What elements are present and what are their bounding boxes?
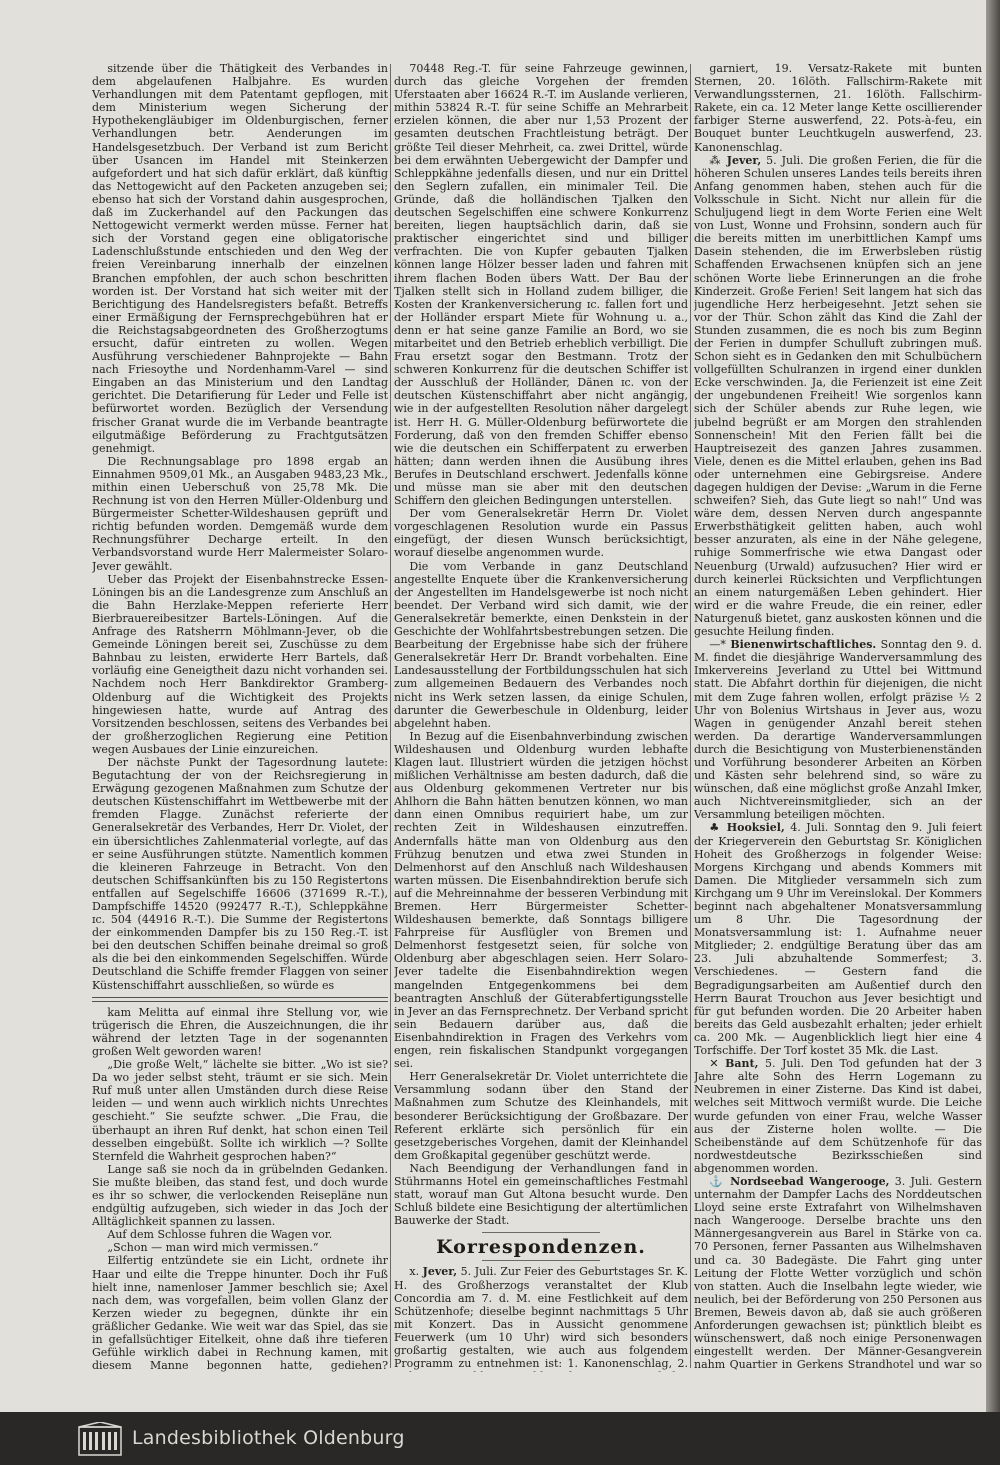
story-paragraph: Auf dem Schlosse fuhren die Wagen vor. bbox=[107, 1228, 333, 1242]
story-paragraph: Eilfertig entzündete sie ein Licht, ordnete ihr Haar und eilte die Treppe hinunter. Doch ihr Fuß hielt inne, namenloser Jammer beschlich sie; Axel nach dem, was vorgefallen, beim vollen Glanz der Kerzen wieder zu begegnen, dünkte ihr ein gräßlicher Gedanke. Wie weit war das Spiel, das sie in gefallsüchtiger Eitelkeit, ohne daß ihre tieferen Gefühle wirklich dabei in Rechnung kamen, mit diesem Manne begonnen hatte, gediehen? bbox=[92, 1254, 388, 1372]
section-rule bbox=[482, 1232, 600, 1233]
news-item-lead: —* bbox=[709, 638, 731, 652]
news-item bbox=[694, 1175, 982, 1372]
news-item-text: garniert, 19. Versatz-Rakete mit bunten Sternen, 20. 16löth. Fallschirm-Rakete mit Verwandlungssternen, 21. 16löth. Fallschirm-Rakete, ein ca. 12 Meter lange Kette oscillierender farbiger Sterne auswerfend, 22. Pots-à-feu, ein Bouquet bunter Leuchtkugeln auswerfend, 23. Kanonenschlag. bbox=[694, 62, 982, 154]
correspondence-entries bbox=[394, 1265, 688, 1372]
report-paragraph: Der nächste Punkt der Tagesordnung lautete: Begutachtung der von der Reichsregierung in Erwägung gezogenen Maßnahmen zum Schutze der deutschen Küstenschiffahrt im Wettbewerbe mit der fremden Flagge. Zunächst referierte der Generalsekretär des Verbandes, Herr Dr. Violet, der ein übersichtliches Zahlenmaterial vorlegte, auf das er seine Ausführungen stützte. Namentlich kommen die kleineren Fahrzeuge in Betracht. Von den deutschen Schiffsankünften bis zu 150 Registertons entfallen auf Segelschiffe 16606 (371699 R.-T.), Dampfschiffe 14520 (992477 R.-T.), Schleppkähne ɪc. 504 (44916 R.-T.). Die Summe der Registertons der einkommenden Dampfer bis zu 150 Reg.-T. ist bei den deutschen Schiffen beinahe dreimal so groß als die bei den einkommenden Segelschiffen. Würde Deutschland die Schiffe fremder Flaggen von seiner Küstenschiffahrt ausschließen, so würde es bbox=[92, 755, 388, 992]
news-item-place: Bienenwirtschaftliches. bbox=[730, 638, 877, 652]
news-item-text: 5. Juli. Zur Feier des Geburtstages Sr. K. H. des Großherzogs veranstaltet der Klub Concordia am 7. d. M. eine Festlichkeit auf dem Schützenhofe; dieselbe beginnt nachmittags 5 Uhr mit Konzert. Das in Aussicht genommene Feuerwerk (um 10 Uhr) wird sich besonders großartig gestalten, wie auch aus folgendem Programm zu entnehmen ist: 1. Kanonenschlag, 2. bbox=[394, 1265, 688, 1371]
story-paragraph: „Die große Welt,“ lächelte sie bitter. „Wo ist sie? Da wo jeder selbst steht, träumt er sie sich. Mein Ruf muß unter allen Umständen durch diese Reise leiden — und wenn auch wirklich nichts Unrechtes geschieht.“ Sie seufzte schwer. „Die Frau, die überhaupt an ihren Ruf denkt, hat schon einen Teil desselben eingebüßt. Sollte ich wirklich —? Sollte Sternfeld die Wahrheit gesprochen haben?“ bbox=[92, 1058, 388, 1163]
feuilleton-story bbox=[92, 1006, 388, 1372]
column-middle bbox=[394, 62, 688, 1372]
report-paragraph: In Bezug auf die Eisenbahnverbindung zwischen Wildeshausen und Oldenburg wurden lebhafte Klagen laut. Illustriert würden die jetzigen höchst mißlichen Verhältnisse am besten dadurch, daß die aus Oldenburg gekommenen Vertreter nur bis Ahlhorn die Bahn hätten benutzen können, wo man dann einen Omnibus requiriert habe, um zur rechten Zeit in Wildeshausen einzutreffen. Andernfalls hätte man von Oldenburg aus den Frühzug benutzen und etwa zwei Stunden in Delmenhorst auf den Anschluß nach Wildeshausen warten müssen. Die Eisenbahndirektion berufe sich auf die Mehreinnahme der besseren Verbindung mit Bremen. Herr Bürgermeister Schetter-Wildeshausen bemerkte, daß Sonntags billigere Fahrpreise für Ausflügler von Bremen und Delmenhorst festgesetzt seien, für solche von Oldenburg aber abgeschlagen seien. Herr Solaro-Jever tadelte die Eisenbahndirektion wegen mangelnden Entgegenkommens bei dem beantragten Anschluß der Güterabfertigungsstelle in Jever an das Fernsprechnetz. Der Verband spricht sein Bedauern darüber aus, daß die Eisenbahndirektion in Fragen des Verkehrs vom engen, rein fiskalischen Standpunkt vorgegangen sei. bbox=[394, 729, 688, 1071]
news-item-lead: ♣ bbox=[709, 821, 727, 835]
report-paragraph: Die vom Verbande in ganz Deutschland angestellte Enquete über die Krankenversicherung der Angestellten im Handelsgewerbe ist noch nicht beendet. Der Verband wird sich damit, wie der Generalsekretär bemerkte, einen Denkstein in der Geschichte der Wohlfahrtsbestrebungen setzen. Die Bearbeitung der Ergebnisse habe sich der frühere Generalsekretär Herr Dr. Brandt vorbehalten. Eine Landesausstellung der Fortbildungsschulen hat sich zum allgemeinen Bedauern des Verbandes noch nicht ins Werk setzen lassen, da einige Schulen, darunter die Gewerbeschule in Oldenburg, leider abgelehnt haben. bbox=[394, 559, 688, 730]
middle-report-paragraphs bbox=[394, 62, 688, 1227]
news-item-text: 4. Juli. Sonntag den 9. Juli feiert der Kriegerverein den Geburtstag Sr. Königlichen Hoheit des Großherzogs in folgender Weise: Morgens Kirchgang und abends Kommers mit Damen. Die Mitglieder versammeln sich zum Kirchgang um 9 Uhr im Vereinslokal. Der Kommers beginnt nach abgehaltener Monatsversammlung um 8 Uhr. Die Tagesordnung der Monatsversammlung ist: 1. Aufnahme neuer Mitglieder; 2. endgültige Beratung über das am 23. Juli abzuhaltende Sommerfest; 3. Verschiedenes. — Gestern fand die Begradigungsarbeiten am Außentief durch den Herrn Baurat Trouchon aus Jever besichtigt und für gut befunden worden. Die 20 Arbeiter haben bereits das Geld ausbezahlt erhalten; jeder erhielt ca. 200 Mk. — Augenblicklich liegt hier eine 4 Torfschiffe. Der Torf kostet 35 Mk. die Last. bbox=[694, 821, 982, 1058]
column-right bbox=[694, 62, 982, 1372]
report-paragraph: 70448 Reg.-T. für seine Fahrzeuge gewinnen, durch das gleiche Vorgehen der fremden Uferstaaten aber 16624 R.-T. im Auslande verlieren, mithin 53824 R.-T. für seine Schiffe an Mehrarbeit erzielen können, die aber nur 1,53 Prozent der gesamten deutschen Frachtleistung beträgt. Der größte Teil dieser Mehrheit, ca. zwei Drittel, würde bei dem erwähnten Uebergewicht der Dampfer und Schleppkähne jedenfalls diesen, und nur ein Drittel den Seglern zufallen, ein minimaler Teil. Die Gründe, daß die holländischen Tjalken den deutschen Segelschiffen eine schwere Konkurrenz bereiten, liegen hauptsächlich darin, daß sie praktischer eingerichtet sind und billiger verfrachten. Die von Kupfer gebauten Tjalken können lange Hölzer besser laden und fahren mit ihrem flachen Boden übers Watt. Der Bau der Tjalken stellt sich in Holland zudem billiger, die Kosten der Krankenversicherung ɪc. fallen fort und der Holländer erspart Miete für Wohnung u. a., denn er hat seine ganze Familie an Bord, wo sie mitarbeitet und den Betrieb erheblich verbilligt. Die Frau ersetzt sogar den Bestmann. Trotz der schweren Konkurrenz für die deutschen Schiffer ist der Ausschluß der Holländer, Dänen ɪc. von der deutschen Küstenschiffahrt aber nicht angängig, wie in der aufgestellten Resolution näher dargelegt ist. Herr H. G. Müller-Oldenburg befürwortete die Forderung, daß von den fremden Schiffer ebenso wie die deutschen ein Schifferpatent zu erwerben hätten; dann werden ihnen die Ausübung ihres Berufes in Deutschland erschwert. Jedenfalls könne und müsse man sie aber mit den deutschen Schiffern den gleichen Bedingungen unterstellen. bbox=[394, 62, 688, 508]
column-left bbox=[92, 62, 388, 1372]
right-correspondence-entries bbox=[694, 62, 982, 1372]
footer-bar bbox=[0, 1412, 1000, 1465]
library-building-icon bbox=[78, 1422, 122, 1456]
news-item-lead: ✕ bbox=[709, 1057, 726, 1071]
report-paragraph: sitzende über die Thätigkeit des Verbandes in dem abgelaufenen Halbjahre. Es wurden Verhandlungen mit dem Patentamt gepflogen, mit dem Ministerium wegen Sicherung der Hypothekengläubiger im Oldenburgischen, ferner Verhandlungen betr. Aenderungen im Handelsgesetzbuch. Der Verband ist zum Bericht über Usancen im Handel mit Steinkerzen aufgefordert und hat sich dafür erklärt, daß künftig das Nettogewicht auf den Packeten anzugeben sei; ebenso hat sich der Vorstand dahin ausgesprochen, daß im Zuckerhandel auf den Packungen das Nettogewicht vermerkt werden müsse. Ferner hat sich der Vorstand gegen eine obligatorische Ladenschlußstunde entschieden und den Weg der freien Vereinbarung innerhalb der einzelnen Branchen empfohlen, der auch schon beschritten worden ist. Der Vorstand hat sich weiter mit der Berichtigung des Handelsregisters befaßt. Betreffs einer Ermäßigung der Fernsprechgebühren hat er die Reichstagsabgeordneten des Großherzogtums ersucht, dafür eintreten zu wollen. Wegen Ausführung verschiedener Bahnprojekte — Bahn nach Friesoythe und Nordenhamm-Varel — sind Eingaben an das Ministerium und den Landtag gerichtet. Die Detarifierung für Leder und Felle ist befürwortet worden. Bezüglich der Versendung frischer Granat wurde die im Verbande beantragte eilgutmäßige Beförderung zu Frachtgutsätzen genehmigt. bbox=[92, 62, 388, 455]
news-item-place: Jever, bbox=[726, 153, 762, 167]
left-report-paragraphs bbox=[92, 62, 388, 992]
report-paragraph: Herr Generalsekretär Dr. Violet unterrichtete die Versammlung sodann über den Stand der Maßnahmen zum Schutze des Kleinhandels, mit besonderer Berücksichtigung der Großbazare. Der Referent erklärte sich persönlich für ein gesetzgeberisches Vorgehen, damit der Kleinhandel dem Großkapital gegenüber geschützt werde. bbox=[394, 1070, 688, 1162]
news-item-text: 5. Juli. Die großen Ferien, die für die höheren Schulen unseres Landes teils bereits ihren Anfang genommen haben, stehen auch für die Volksschule in Sicht. Nicht nur allein für die Schuljugend liegt in dem Worte Ferien eine Welt von Lust, Wonne und Frohsinn, sondern auch für die bereits mitten im unerbittlichen Kampf ums Dasein stehenden, die im Erwerbsleben rüstig Schaffenden Erwachsenen knüpfen sich an jene schönen Worte liebe Erinnerungen an die frohe Kinderzeit. Große Ferien! Seit langem hat sich das jugendliche Herz herbeigesehnt. Jetzt sehen sie vor der Thür. Schon zählt das Kind die Zahl der Stunden zusammen, die es noch bis zum Beginn der Ferien in dumpfer Schulluft zubringen muß. Schon sieht es in Gedanken den mit Schulbüchern vollgefüllten Schulranzen in irgend einer dunklen Ecke verschwinden. Ja, die Ferienzeit ist eine Zeit der ungebundenen Freiheit! Wie sorgenlos kann sich der Schüler abends zur Ruhe legen, wie jubelnd begrüßt er am Morgen den strahlenden Sonnenschein! Mit den Ferien fällt bei die Hauptreisezeit des ganzen Jahres zusammen. Viele, denen es die Mittel erlauben, gehen ins Bad oder unternehmen eine Gebirgsreise. Andere dagegen huldigen der Devise: „Warum in die Ferne schweifen? Sieh, das Gute liegt so nah!“ Und was wäre dem, dessen Nerven durch angespannte Erwerbsthätigkeit gelitten haben, auch wohl besser anzuraten, als eine in der Nähe gelegene, ruhige Sommerfrische wie etwa Dangast oder Neuenburg (Urwald) aufzusuchen? Hier wird er durch keinerlei Rücksichten und Verpflichtungen an einem naturgemäßen Leben gehindert. Hier wird er die wahre Freude, die ein reiner, edler Naturgenuß bietet, ganz auskosten können und die gesuchte Heilung finden. bbox=[694, 153, 982, 639]
story-paragraph: „Schon — man wird mich vermissen.“ bbox=[107, 1241, 319, 1255]
news-item-place: Nordseebad Wangerooge, bbox=[730, 1174, 890, 1188]
news-item-lead: x. bbox=[409, 1265, 423, 1279]
news-item bbox=[694, 62, 982, 154]
section-title-korrespondenzen: Korrespondenzen. bbox=[436, 1236, 646, 1259]
news-item-text: 5. Juli. Den Tod gefunden hat der 3 Jahre alte Sohn des Herrn Logemann zu Neubremen in einer Zisterne. Das Kind ist dabei, welches seit Mittwoch vermißt wurde. Die Leiche wurde gefunden von einer Frau, welche Wasser aus der Zisterne holen wollte. — Die Scheibenstände auf dem Schützenhofe für das nordwestdeutsche Bezirksschießen sind abgenommen worden. bbox=[694, 1057, 982, 1175]
news-item-text: 3. Juli. Gestern unternahm der Dampfer Lachs des Norddeutschen Lloyd seine erste Extrafahrt von Wilhelmshaven nach Wangerooge. Derselbe brachte uns den Männergesangverein aus Barel in Stärke von ca. 70 Personen, ferner Passanten aus Wilhelmshaven und ca. 30 Badegäste. Die Fahrt ging unter Leitung der Flotte Wetter vorzüglich und schön von statten. Auch die Inselbahn legte wieder, wie neulich, bei der Beförderung von 250 Personen aus Bremen, Beweis davon ab, daß sie auch größeren Anforderungen gewachsen ist; pünktlich bleibt es wünschenswert, daß noch einige Personenwagen eingestellt werden. Der Männer-Gesangverein nahm Quartier in Gerkens Strandhotel und war so bbox=[694, 1174, 982, 1372]
page-edge-shadow bbox=[986, 0, 1000, 1412]
news-item-text: Sonntag den 9. d. M. findet die diesjährige Wanderversammlung des Imkervereins Jeverland zu Uttel bei Wittmund statt. Die Abfahrt dorthin für diejenigen, die nicht mit dem Zuge fahren wollen, erfolgt präzise ½ 2 Uhr von Bolenius Wirtshaus in Jever aus, wozu Wagen in genügender Anzahl bereit stehen werden. Da derartige Wanderversammlungen durch die Besichtigung von Musterbienenständen und Vorführung besonderer Arbeiten an Körben und Kästen sehr belehrend sind, so wäre zu wünschen, daß eine möglichst große Anzahl Imker, auch Nichtvereinsmitglieder, sich an der Versammlung beteiligen möchten. bbox=[694, 638, 982, 822]
news-item-place: Bant, bbox=[725, 1057, 759, 1071]
story-paragraph: Lange saß sie noch da in grübelnden Gedanken. Sie mußte bleiben, das stand fest, und doch wurde es ihr so schwer, die verlockenden Reisepläne nun endgültig aufzugeben, sich wieder in das Joch der Alltäglichkeit spannen zu lassen. bbox=[92, 1162, 388, 1229]
news-item bbox=[694, 638, 982, 821]
section-rule-bottom bbox=[482, 1260, 600, 1261]
report-paragraph: Nach Beendigung der Verhandlungen fand in Stührmanns Hotel ein gemeinschaftliches Festmahl statt, worauf man Gut Altona besucht wurde. Den Schluß bildete eine Besichtigung der altertümlichen Bauwerke der Stadt. bbox=[394, 1161, 688, 1228]
report-paragraph: Ueber das Projekt der Eisenbahnstrecke Essen-Löningen bis an die Landesgrenze zum Anschluß an die Bahn Herzlake-Meppen referierte Herr Bierbrauereibesitzer Bartels-Löningen. Auf die Anfrage des Ratsherrn Möhlmann-Jever, ob die Gemeinde Löningen bereit sei, Zuschüsse zu dem Bahnbau zu leisten, erwiderte Herr Bartels, daß vorläufig eine Geneigtheit dazu nicht vorhanden sei. Nachdem noch Herr Bankdirektor Gramberg-Oldenburg auf die Wichtigkeit des Projekts hingewiesen hatte, wurde auf Antrag des Vorsitzenden beschlossen, seitens des Verbandes bei der großherzoglichen Regierung eine Petition wegen Ausbaues der Linie einzureichen. bbox=[92, 572, 388, 756]
news-item-place: Hooksiel, bbox=[726, 821, 785, 835]
news-item bbox=[694, 154, 982, 638]
news-item-place: Jever, bbox=[422, 1265, 458, 1279]
report-paragraph: Der vom Generalsekretär Herrn Dr. Violet vorgeschlagenen Resolution wurde ein Passus eingefügt, der diesen Wunsch berücksichtigt, worauf dieselbe angenommen wurde. bbox=[394, 507, 688, 560]
report-paragraph: Die Rechnungsablage pro 1898 ergab an Einnahmen 9509,01 Mk., an Ausgaben 9483,23 Mk., mithin einen Ueberschuß von 25,78 Mk. Die Rechnung ist von den Herren Müller-Oldenburg und Bürgermeister Schetter-Wildeshausen geprüft und richtig befunden worden. Demgemäß wurde dem Rechnungsführer Decharge erteilt. In den Verbandsvorstand wurde Herr Malermeister Solaro-Jever gewählt. bbox=[92, 454, 388, 573]
library-name: Landesbibliothek Oldenburg bbox=[132, 1427, 405, 1449]
feuilleton-divider bbox=[92, 997, 388, 1002]
news-item bbox=[694, 821, 982, 1057]
news-item-lead: ⚓ bbox=[709, 1174, 731, 1188]
news-item-lead: ⁂ bbox=[709, 153, 727, 167]
column-rule-1 bbox=[390, 64, 391, 1368]
column-rule-2 bbox=[690, 64, 691, 1368]
story-paragraph: kam Melitta auf einmal ihre Stellung vor, wie trügerisch die Ehren, die Auszeichnungen, die ihr während der letzten Tage in der sogenannten großen Welt geworden waren! bbox=[92, 1005, 388, 1058]
news-item bbox=[394, 1265, 688, 1372]
news-item bbox=[694, 1057, 982, 1175]
